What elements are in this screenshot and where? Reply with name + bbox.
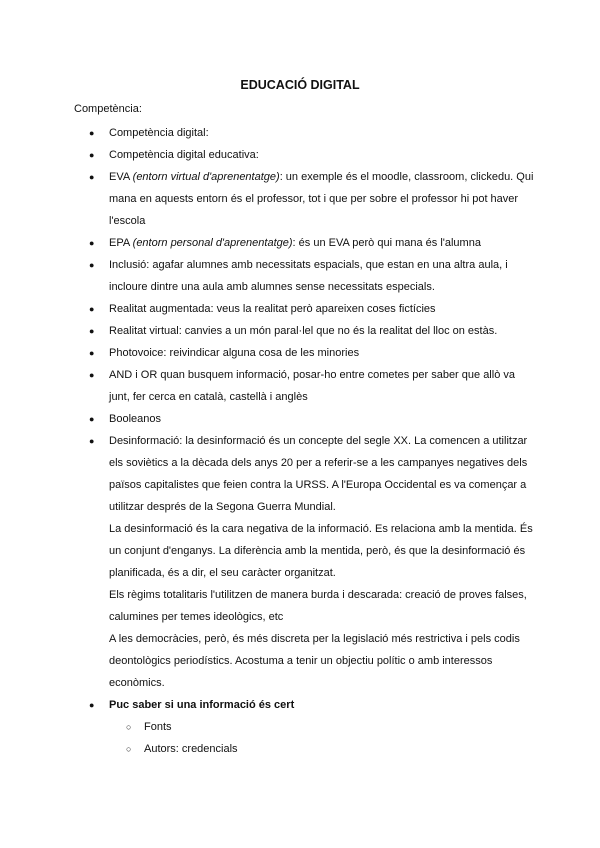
list-item-text: AND i OR quan busquem informació, posar-ho entre cometes per saber que allò va junt, fer cerca en català, castellà i anglès [109, 369, 515, 403]
list-item-heading-text: Puc saber si una informació és cert [109, 699, 295, 711]
sub-list-item [74, 716, 534, 738]
list-item-term-expansion: (entorn personal d'aprenentatge) [132, 237, 293, 249]
bullet-icon: ● [89, 128, 95, 138]
list-item [74, 364, 534, 408]
sub-bullet-list [74, 716, 534, 760]
section-label: Competència: [74, 103, 142, 115]
list-item-term-expansion: (entorn virtual d'aprenentatge) [132, 171, 280, 183]
bullet-icon: ● [89, 370, 95, 380]
list-item-text: Competència digital educativa: [109, 149, 259, 161]
list-item [74, 408, 534, 430]
hollow-bullet-icon: ○ [126, 744, 132, 754]
sub-list-item-text: Autors: credencials [144, 743, 238, 755]
paragraph: Els règims totalitaris l'utilitzen de manera burda i descarada: creació de proves falses, calumines per temes ideològics, etc [109, 589, 527, 623]
list-item-text: Realitat virtual: canvies a un món paral·lel que no és la realitat del lloc on estàs. [109, 325, 498, 337]
bullet-icon: ● [89, 260, 95, 270]
bullet-icon: ● [89, 414, 95, 424]
list-item [74, 342, 534, 364]
bullet-icon: ● [89, 700, 95, 710]
list-item [74, 122, 534, 144]
bullet-icon: ● [89, 238, 95, 248]
list-item-text: Inclusió: agafar alumnes amb necessitats espacials, que estan en una altra aula, i incloure dintre una aula amb alumnes sense necessitats especials. [109, 259, 508, 293]
list-item [74, 298, 534, 320]
list-item-desinformacio [74, 430, 534, 694]
list-item-text: : és un EVA però qui mana és l'alumna [292, 237, 481, 249]
sub-list-item [74, 738, 534, 760]
list-item-term: EVA [109, 171, 133, 183]
bullet-icon: ● [89, 150, 95, 160]
document-body [74, 122, 534, 760]
bullet-icon: ● [89, 326, 95, 336]
bullet-icon: ● [89, 436, 95, 446]
list-item-text: Realitat augmentada: veus la realitat però apareixen coses fictícies [109, 303, 436, 315]
list-item-term: EPA [109, 237, 133, 249]
bullet-icon: ● [89, 172, 95, 182]
sub-list-item-text: Fonts [144, 721, 172, 733]
list-item [74, 254, 534, 298]
bullet-icon: ● [89, 304, 95, 314]
bullet-icon: ● [89, 348, 95, 358]
list-item-text: Competència digital: [109, 127, 209, 139]
list-item-heading [74, 694, 534, 716]
paragraph: A les democràcies, però, és més discreta per la legislació més restrictiva i pels codis deontològics periodístics. Acostuma a tenir un objectiu polític o amb interessos econòmics. [109, 633, 520, 689]
list-item-text: Booleanos [109, 413, 161, 425]
list-item-text: Photovoice: reivindicar alguna cosa de les minories [109, 347, 360, 359]
paragraph: Desinformació: la desinformació és un concepte del segle XX. La comencen a utilitzar els soviètics a la dècada dels anys 20 per a referir-se a les campanyes negatives dels països capitalistes que feien contra la URSS. A l'Europa Occidental es va començar a utilitzar després de la Segona Guerra Mundial. [109, 435, 528, 513]
hollow-bullet-icon: ○ [126, 722, 132, 732]
list-item [74, 320, 534, 342]
list-item [74, 166, 534, 232]
list-item-text: : un exemple és el moodle, classroom, clickedu. Qui mana en aquests entorn és el professor, tot i que per sobre el professor hi pot haver l'escola [109, 171, 534, 227]
bullet-list [74, 122, 534, 716]
list-item [74, 232, 534, 254]
list-item [74, 144, 534, 166]
paragraph: La desinformació és la cara negativa de la informació. Es relaciona amb la mentida. És un conjunt d'enganys. La diferència amb la mentida, però, és que la desinformació és planificada, és a dir, el seu caràcter organitzat. [109, 523, 533, 579]
page-title: EDUCACIÓ DIGITAL [240, 78, 360, 92]
